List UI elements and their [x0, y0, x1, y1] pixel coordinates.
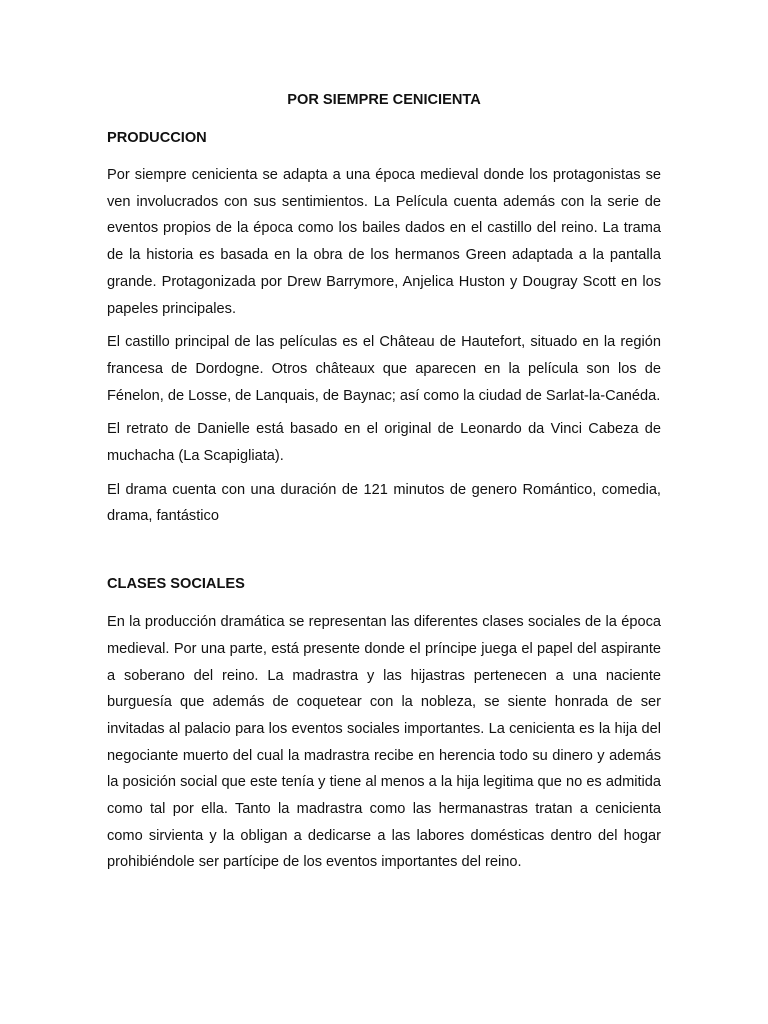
paragraph: El retrato de Danielle está basado en el original de Leonardo da Vinci Cabeza de muchacha (La Scapigliata).: [107, 421, 661, 465]
section-heading-clases-sociales: CLASES SOCIALES: [107, 576, 245, 593]
document-page: [107, 90, 661, 883]
section-heading-produccion: PRODUCCION: [107, 130, 207, 146]
section-clases-sociales: [107, 574, 661, 876]
paragraph: El castillo principal de las películas es el Château de Hautefort, situado en la región francesa de Dordogne. Otros châteaux que aparecen en la película son los de Fénelon, de Losse, de Lanquais, de Baynac; así como la ciudad de Sarlat-la-Canéda.: [107, 334, 661, 404]
paragraph: El drama cuenta con una duración de 121 minutos de genero Romántico, comedia, drama, fantástico: [107, 481, 661, 525]
document-title: POR SIEMPRE CENICIENTA: [287, 92, 481, 108]
paragraph: En la producción dramática se representan las diferentes clases sociales de la época medieval. Por una parte, está presente donde el príncipe juega el papel del aspirante a soberano del reino. La madrastra y las hijastras pertenecen a una naciente burguesía que además de coquetear con la nobleza, se siente honrada de ser invitadas al palacio para los eventos sociales importantes. La cenicienta es la hija del negociante muerto del cual la madrastra recibe en herencia todo su dinero y además la posición social que este tenía y tiene al menos a la hija legitima que no es admitida como tal por ella. Tanto la madrastra como las hermanastras tratan a cenicienta como sirvienta y la obligan a dedicarse a las labores domésticas dentro del hogar prohibiéndole ser partícipe de los eventos importantes del reino.: [107, 614, 661, 871]
section-produccion: [107, 128, 661, 530]
paragraph: Por siempre cenicienta se adapta a una época medieval donde los protagonistas se ven involucrados con sus sentimientos. La Película cuenta además con la serie de eventos propios de la época como los bailes dados en el castillo del reino. La trama de la historia es basada en la obra de los hermanos Green adaptada a la pantalla grande. Protagonizada por Drew Barrymore, Anjelica Huston y Dougray Scott en los papeles principales.: [107, 167, 661, 317]
